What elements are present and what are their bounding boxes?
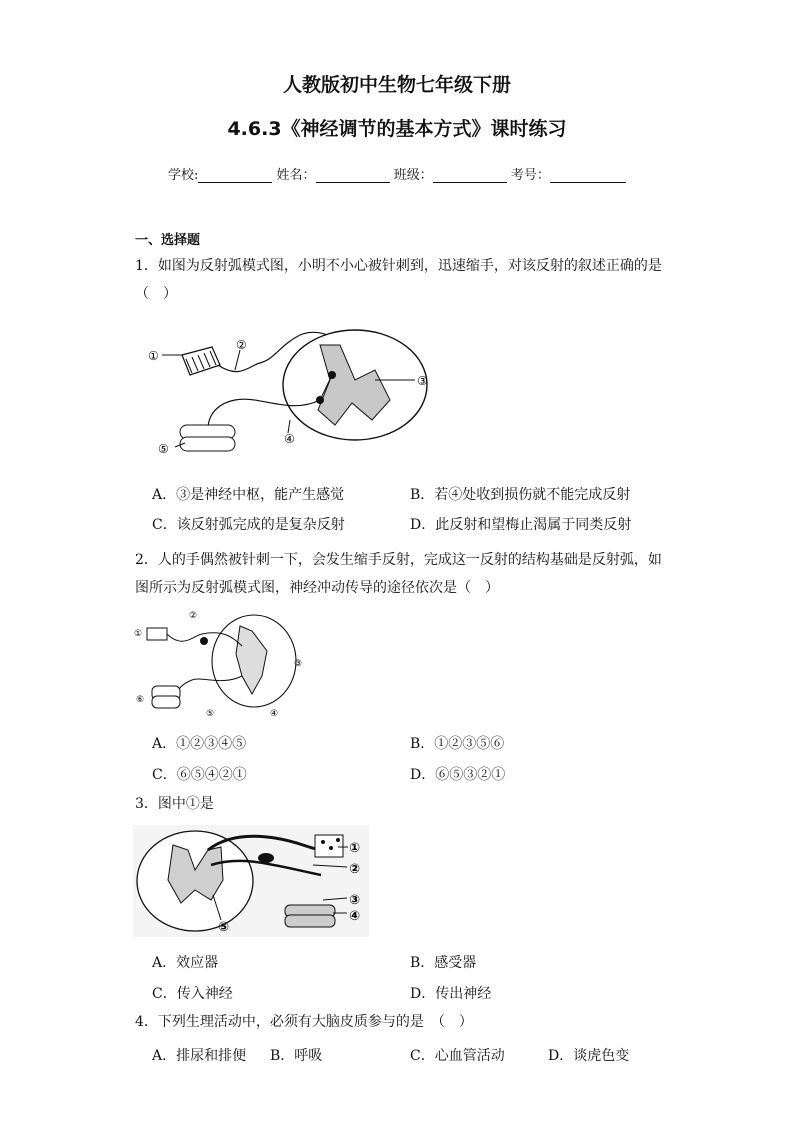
class-field[interactable] bbox=[433, 168, 507, 183]
q3-stem: 3．图中①是 bbox=[135, 796, 214, 812]
q3-reflex-arc-figure bbox=[133, 825, 369, 937]
q2-receptor-shape bbox=[147, 628, 167, 640]
q1-fig-label-2: ② bbox=[236, 338, 247, 352]
class-label: 班级： bbox=[393, 168, 433, 183]
q3-option-d[interactable]: D．传出神经 bbox=[410, 986, 492, 1002]
q2-stem-line2: 图所示为反射弧模式图，神经冲动传导的途径依次是（ ） bbox=[135, 580, 499, 596]
q2-option-d[interactable]: D．⑥⑤③②① bbox=[410, 767, 506, 783]
q1-effector-shape bbox=[180, 425, 235, 451]
q2-reflex-arc-figure bbox=[132, 606, 312, 718]
q2-effector-shape bbox=[152, 686, 180, 708]
school-field[interactable] bbox=[198, 168, 272, 183]
q1-stem-line2: （ ） bbox=[135, 286, 177, 302]
number-label: 考号： bbox=[510, 168, 550, 183]
q1-option-a[interactable]: A．③是神经中枢，能产生感觉 bbox=[152, 487, 345, 503]
q4-stem: 4．下列生理活动中，必须有大脑皮质参与的是 （ ） bbox=[135, 1014, 473, 1030]
q4-option-d[interactable]: D．谈虎色变 bbox=[548, 1048, 630, 1064]
q2-stem-line1: 2．人的手偶然被针刺一下，会发生缩手反射，完成这一反射的结构基础是反射弧，如 bbox=[135, 552, 662, 568]
name-field[interactable] bbox=[316, 168, 390, 183]
q2-fig-label-5: ⑤ bbox=[206, 709, 215, 718]
q1-fig-label-1: ① bbox=[148, 349, 159, 363]
q3-fig-label-3: ③ bbox=[349, 893, 361, 908]
q1-receptor-shape bbox=[182, 347, 220, 375]
number-field[interactable] bbox=[550, 168, 626, 183]
section-heading: 一、选择题 bbox=[135, 233, 201, 248]
q2-fig-label-6: ⑥ bbox=[136, 695, 145, 705]
q3-fig-label-1: ① bbox=[349, 841, 361, 856]
q3-fig-label-2: ② bbox=[349, 862, 361, 877]
q4-option-b[interactable]: B．呼吸 bbox=[270, 1048, 323, 1064]
q3-effector-shape bbox=[285, 905, 335, 927]
q1-fig-label-4: ④ bbox=[284, 432, 295, 446]
q1-option-d[interactable]: D．此反射和望梅止渴属于同类反射 bbox=[410, 517, 632, 533]
q2-fig-label-4: ④ bbox=[270, 709, 279, 718]
q4-option-a[interactable]: A．排尿和排便 bbox=[152, 1048, 247, 1064]
q3-option-c[interactable]: C．传入神经 bbox=[152, 986, 233, 1002]
q1-reflex-arc-figure bbox=[140, 325, 440, 465]
q2-option-a[interactable]: A．①②③④⑤ bbox=[152, 736, 247, 752]
page-subtitle: 4.6.3《神经调节的基本方式》课时练习 bbox=[227, 118, 567, 140]
q3-fig-label-5: ⑤ bbox=[218, 920, 230, 935]
q3-fig-label-4: ④ bbox=[349, 909, 361, 924]
q1-option-b[interactable]: B．若④处收到损伤就不能完成反射 bbox=[410, 487, 631, 503]
q1-fig-label-5: ⑤ bbox=[158, 442, 169, 456]
q1-fig-label-3: ③ bbox=[417, 374, 428, 388]
name-label: 姓名： bbox=[276, 168, 316, 183]
student-info-line bbox=[168, 164, 626, 183]
q2-option-c[interactable]: C．⑥⑤④②① bbox=[152, 767, 247, 783]
q3-option-b[interactable]: B．感受器 bbox=[410, 955, 477, 971]
q2-fig-label-2: ② bbox=[189, 611, 198, 621]
q4-option-c[interactable]: C．心血管活动 bbox=[410, 1048, 505, 1064]
q3-receptor-shape bbox=[315, 835, 343, 857]
page-title: 人教版初中生物七年级下册 bbox=[282, 74, 511, 96]
q2-option-b[interactable]: B．①②③⑤⑥ bbox=[410, 736, 505, 752]
q1-stem-line1: 1．如图为反射弧模式图，小明不小心被针刺到，迅速缩手，对该反射的叙述正确的是 bbox=[135, 258, 662, 274]
q2-fig-label-1: ① bbox=[134, 629, 143, 639]
q3-option-a[interactable]: A．效应器 bbox=[152, 955, 219, 971]
school-label: 学校: bbox=[168, 168, 199, 183]
q1-option-c[interactable]: C．该反射弧完成的是复杂反射 bbox=[152, 517, 345, 533]
q2-fig-label-3: ③ bbox=[294, 659, 303, 669]
